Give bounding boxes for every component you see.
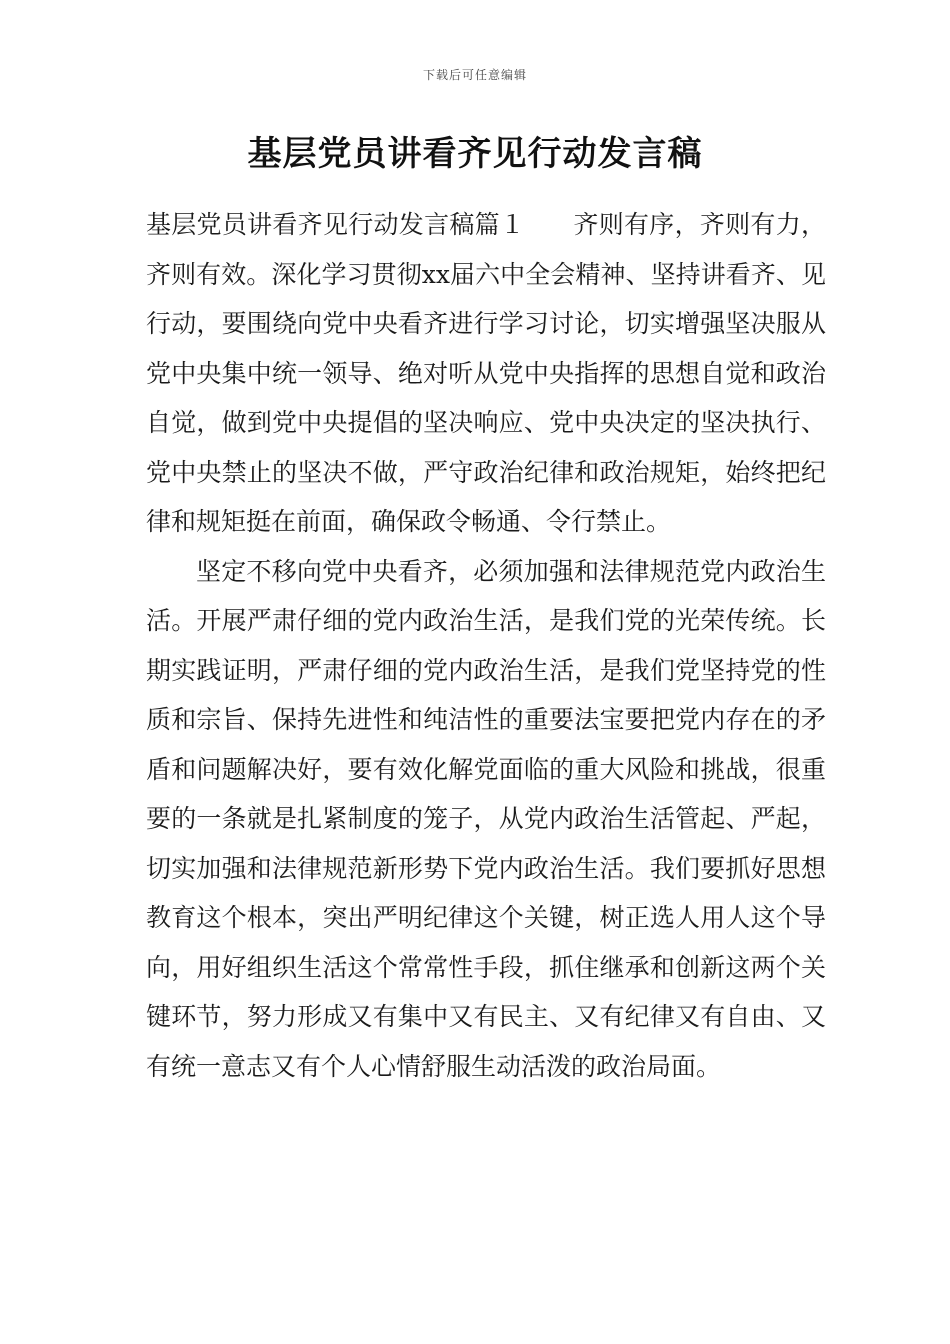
paragraph-1 [146, 200, 826, 547]
document-title: 基层党员讲看齐见行动发言稿 [247, 134, 703, 174]
section-label: 基层党员讲看齐见行动发言稿篇１ [146, 210, 526, 239]
header-note: 下载后可任意编辑 [422, 68, 527, 82]
paragraph-2: 坚定不移向党中央看齐，必须加强和法律规范党内政治生活。开展严肃仔细的党内政治生活，是我们党的光荣传统。长期实践证明，严肃仔细的党内政治生活，是我们党坚持党的性质和宗旨、保持先进性和纯洁性的重要法宝要把党内存在的矛盾和问题解决好，要有效化解党面临的重大风险和挑战，很重要的一条就是扎紧制度的笼子，从党内政治生活管起、严起，切实加强和法律规范新形势下党内政治生活。我们要抓好思想教育这个根本，突出严明纪律这个关键，树正选人用人这个导向，用好组织生活这个常常性手段，抓住继承和创新这两个关键环节，努力形成又有集中又有民主、又有纪律又有自由、又有统一意志又有个人心情舒服生动活泼的政治局面。 [146, 556, 826, 1081]
paragraph-1-text: 齐则有序，齐则有力，齐则有效。深化学习贯彻xx届六中全会精神、坚持讲看齐、见行动，要围绕向党中央看齐进行学习讨论，切实增强坚决服从党中央集中统一领导、绝对听从党中央指挥的思想自觉和政治自觉，做到党中央提倡的坚决响应、党中央决定的坚决执行、党中央禁止的坚决不做，严守政治纪律和政治规矩，始终把纪律和规矩挺在前面，确保政令畅通、令行禁止。 [146, 210, 826, 536]
document-body [146, 200, 826, 1091]
